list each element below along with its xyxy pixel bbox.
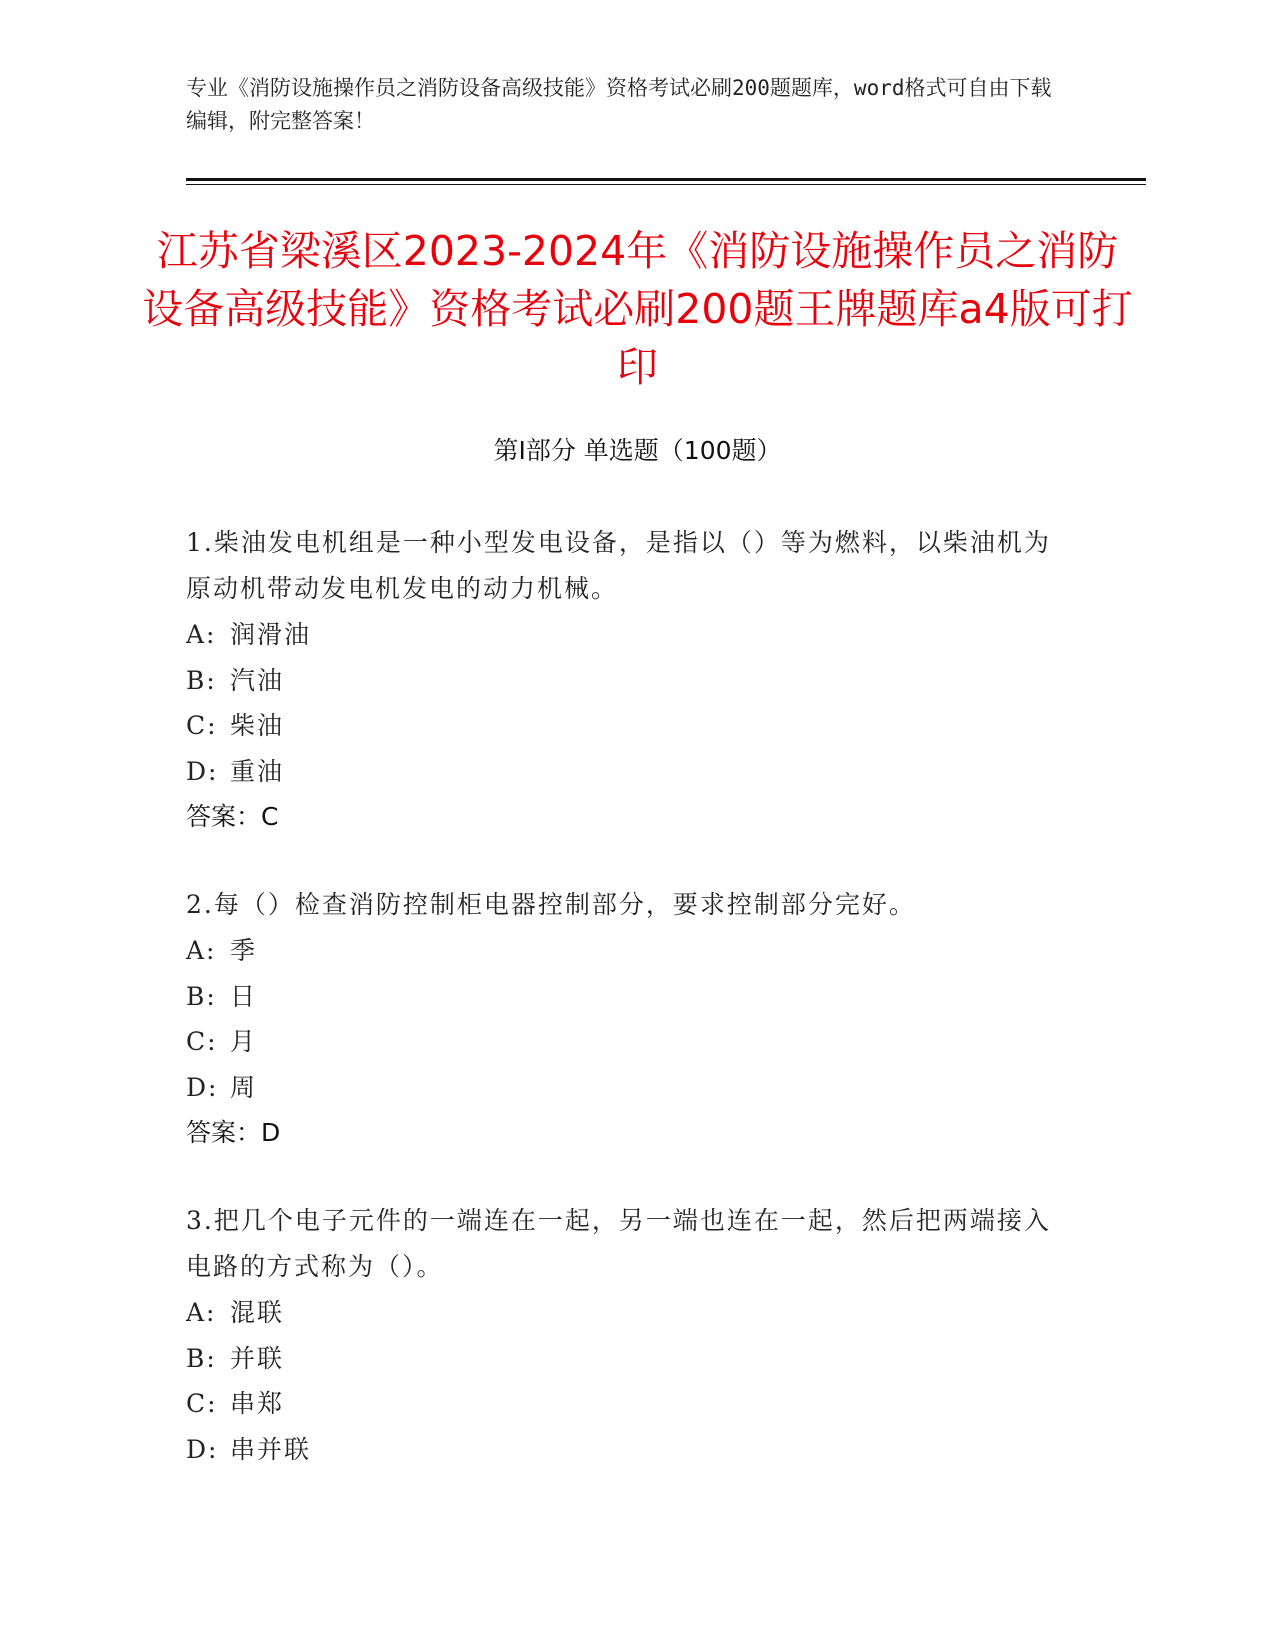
option-a: [186, 1290, 1066, 1336]
answer: 答案：C: [186, 802, 279, 831]
option-a: [186, 612, 1066, 658]
option-b: [186, 1336, 1066, 1382]
option-text: 重油: [230, 756, 285, 786]
document-title: 江苏省梁溪区2023-2024年《消防设施操作员之消防设备高级技能》资格考试必刷200题王牌题库a4版可打印: [142, 227, 1133, 391]
question-1: [186, 520, 1066, 840]
question-stem: 2.每（）检查消防控制柜电器控制部分，要求控制部分完好。: [186, 890, 916, 919]
question-list: [186, 520, 1066, 1514]
option-key: D:: [186, 756, 219, 786]
option-text: 混联: [230, 1298, 285, 1327]
option-a: [186, 928, 1066, 974]
option-c: [186, 1381, 1066, 1427]
header-rule-thick: [186, 178, 1146, 181]
option-text: 周: [230, 1072, 258, 1102]
option-key: C:: [186, 1389, 218, 1418]
option-text: 串郑: [230, 1389, 285, 1418]
question-2: [186, 882, 1066, 1156]
option-text: 月: [230, 1027, 258, 1056]
option-text: 季: [230, 936, 258, 965]
question-stem: 1.柴油发电机组是一种小型发电设备，是指以（）等为燃料，以柴油机为原动机带动发电机发电的动力机械。: [186, 528, 1051, 603]
option-text: 日: [230, 981, 258, 1011]
option-text: 并联: [230, 1343, 285, 1373]
option-text: 汽油: [230, 665, 285, 695]
option-key: A:: [186, 936, 217, 965]
option-b: [186, 974, 1066, 1020]
option-b: [186, 658, 1066, 704]
option-key: D:: [186, 1434, 219, 1464]
section-title: 第I部分 单选题（100题）: [493, 436, 782, 465]
option-key: C:: [186, 711, 218, 740]
option-key: B:: [186, 665, 217, 695]
option-text: 润滑油: [230, 620, 312, 649]
option-key: A:: [186, 1298, 217, 1327]
option-d: [186, 1427, 1066, 1473]
option-key: B:: [186, 1343, 217, 1373]
option-key: C:: [186, 1027, 218, 1056]
option-key: A:: [186, 620, 217, 649]
header-rule-thin: [186, 184, 1146, 185]
option-key: B:: [186, 981, 217, 1011]
header-note: 专业《消防设施操作员之消防设备高级技能》资格考试必刷200题题库，word格式可自由下载编辑，附完整答案！: [186, 76, 1052, 133]
option-d: [186, 749, 1066, 795]
option-text: 柴油: [230, 711, 285, 740]
option-c: [186, 703, 1066, 749]
question-stem: 3.把几个电子元件的一端连在一起，另一端也连在一起，然后把两端接入电路的方式称为（）。: [186, 1206, 1051, 1281]
question-3: [186, 1198, 1066, 1472]
option-c: [186, 1019, 1066, 1065]
answer: 答案：D: [186, 1118, 281, 1147]
option-d: [186, 1065, 1066, 1111]
option-text: 串并联: [230, 1434, 312, 1464]
option-key: D:: [186, 1072, 219, 1102]
